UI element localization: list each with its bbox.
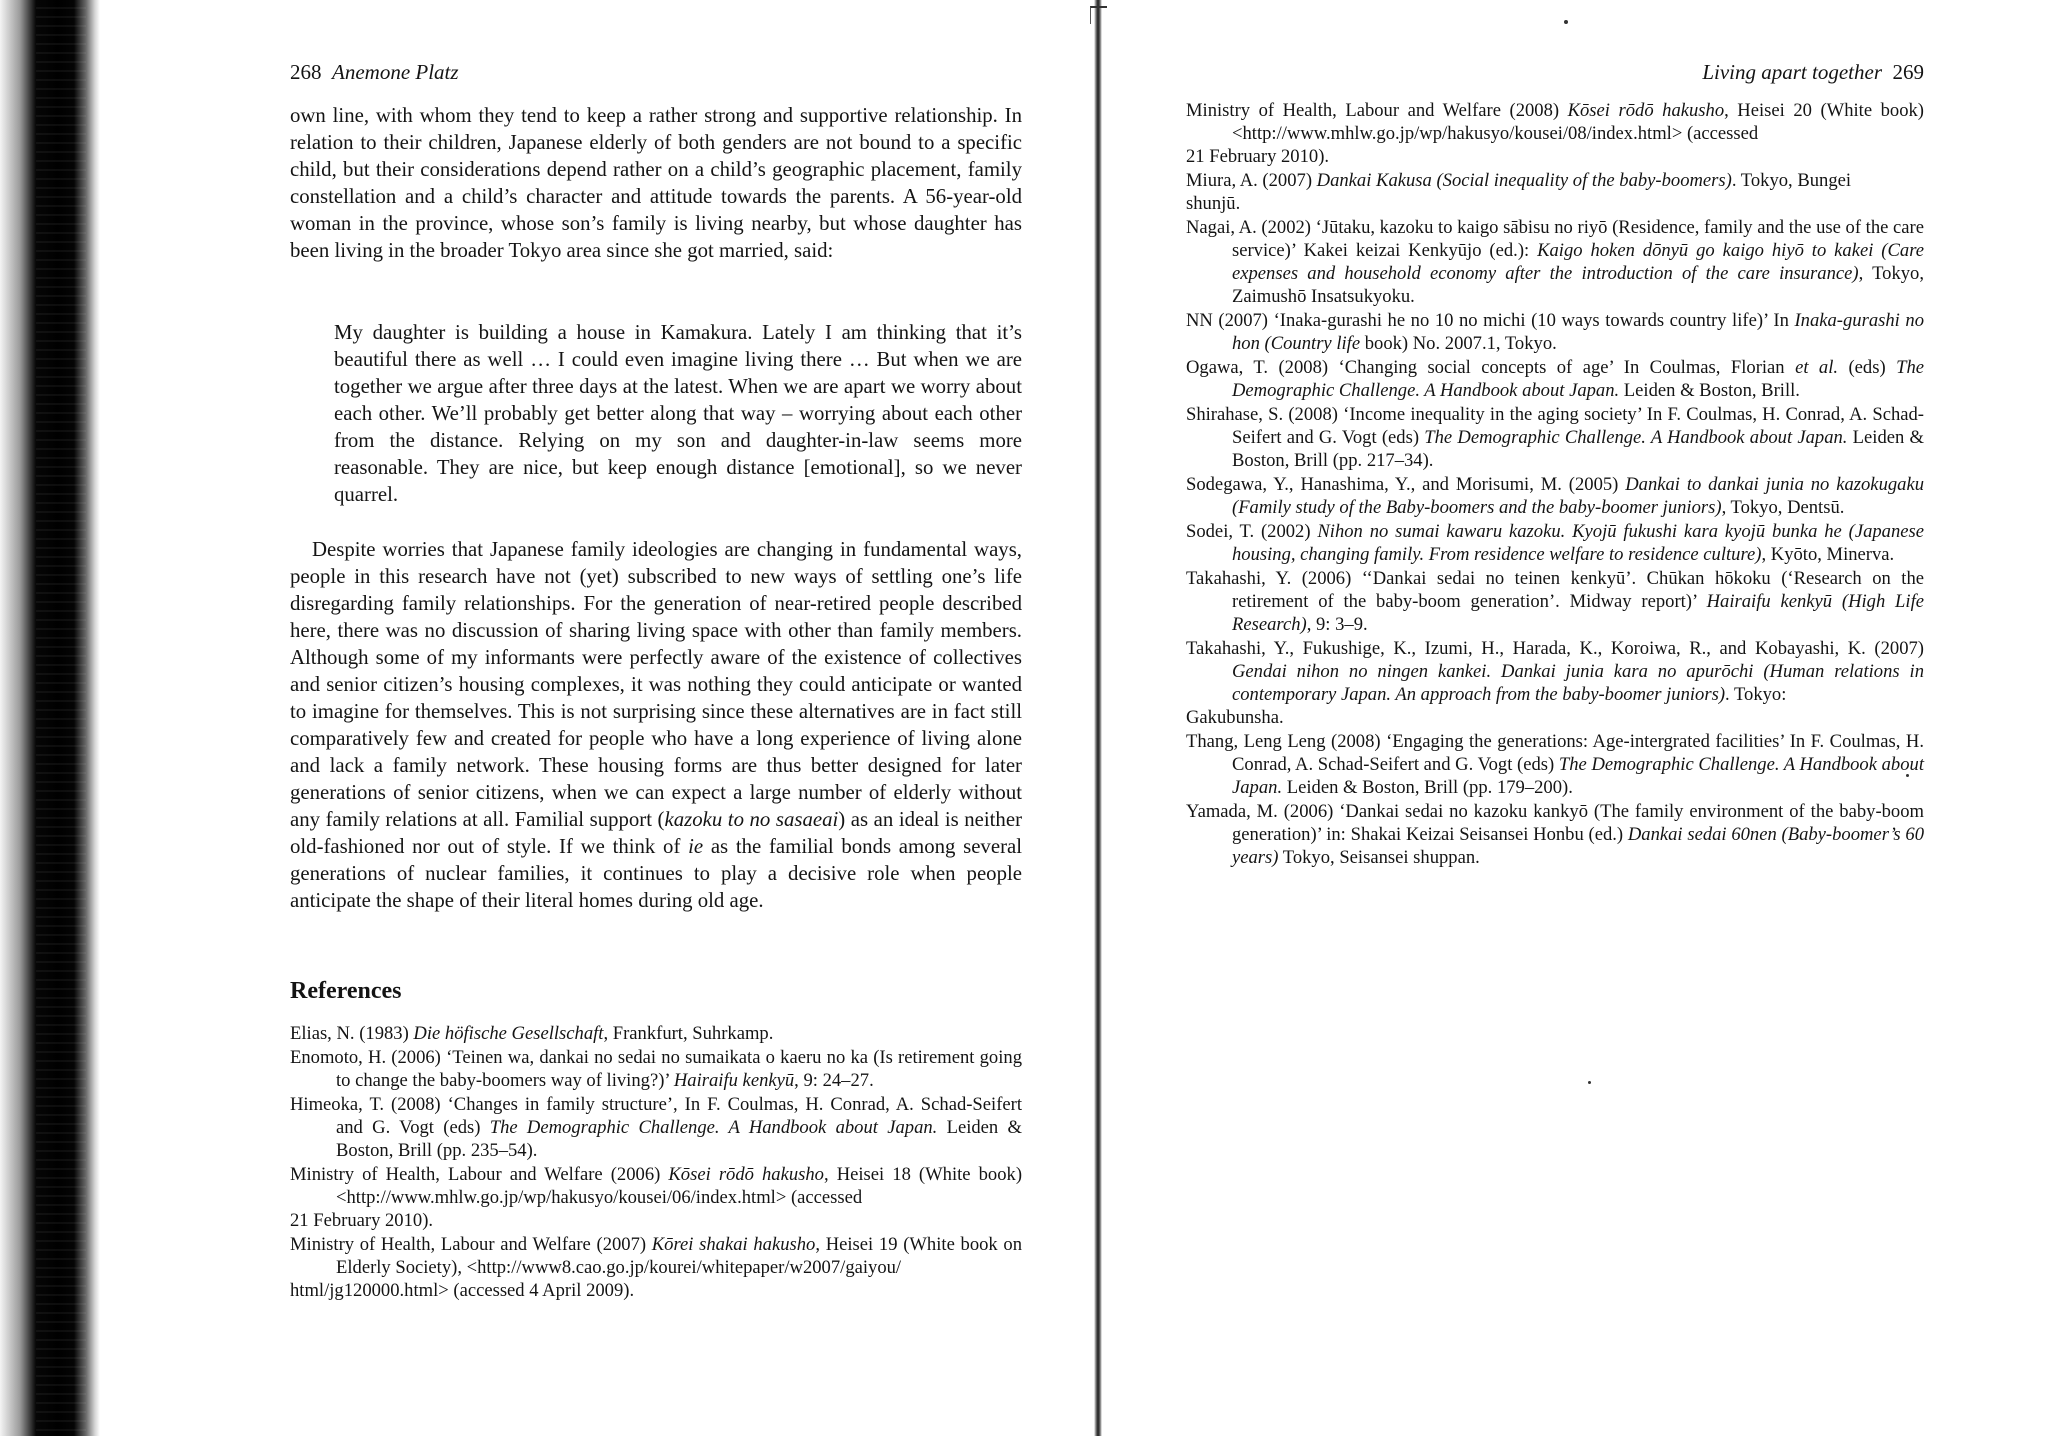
page-number: 269 (1892, 60, 1924, 84)
reference-entry: Shirahase, S. (2008) ‘Income inequality in the aging society’ In F. Coulmas, H. Conrad, A. Schad-Seifert and G. Vogt (eds) The Demographic Challenge. A Handbook about Japan. Leiden & Boston, Brill (pp. 217–34). (1186, 404, 1924, 471)
page-gutter (1094, 0, 1102, 1436)
paragraph-text-part: ) as an ideal is neither old-fashioned nor out of style. If we think of (290, 808, 1022, 858)
reference-entry: Nagai, A. (2002) ‘Jūtaku, kazoku to kaigo sābisu no riyō (Residence, family and the use of the care service)’ Kakei keizai Kenkyūjo (ed.): Kaigo hoken dōnyū go kaigo hiyō to kakei (Care expenses and household economy after the introduction of the care insurance), Tokyo, Zaimushō Insatsukyoku. (1186, 217, 1924, 307)
japanese-term: ie (688, 835, 704, 858)
reference-entry: Himeoka, T. (2008) ‘Changes in family structure’, In F. Coulmas, H. Conrad, A. Schad-Seifert and G. Vogt (eds) The Demographic Challenge. A Handbook about Japan. Leiden & Boston, Brill (pp. 235–54). (290, 1094, 1022, 1161)
body-paragraph (290, 536, 1022, 914)
reference-entry: Takahashi, Y. (2006) ‘‘Dankai sedai no teinen kenkyū’. Chūkan hōkoku (‘Research on the retirement of the baby-boom generation’. Midway report)’ Hairaifu kenkyū (High Life Research), 9: 3–9. (1186, 568, 1924, 635)
reference-entry: Ogawa, T. (2008) ‘Changing social concepts of age’ In Coulmas, Florian et al. (eds) The Demographic Challenge. A Handbook about Japan. Leiden & Boston, Brill. (1186, 357, 1924, 401)
page-number: 268 (290, 60, 322, 84)
reference-entry: Ministry of Health, Labour and Welfare (2008) Kōsei rōdō hakusho, Heisei 20 (White book) <http://www.mhlw.go.jp/wp/hakusyo/kousei/08/index.html> (accessed 21 February 2010). (1186, 100, 1924, 167)
reference-entry: Sodei, T. (2002) Nihon no sumai kawaru kazoku. Kyojū fukushi kara kyojū bunka he (Japanese housing, changing family. From residence welfare to residence culture), Kyōto, Minerva. (1186, 521, 1924, 565)
reference-entry: Ministry of Health, Labour and Welfare (2007) Kōrei shakai hakusho, Heisei 19 (White book on Elderly Society), <http://www8.cao.go.jp/kourei/whitepaper/w2007/gaiyou/ html/jg120000.html> (accessed 4 April 2009). (290, 1234, 1022, 1301)
gutter-crop-mark (1090, 6, 1107, 24)
scan-speck (1564, 20, 1568, 24)
running-head-right (1702, 60, 1924, 85)
reference-list (1186, 99, 1924, 870)
running-head-left (290, 60, 459, 85)
reference-entry: Ministry of Health, Labour and Welfare (2006) Kōsei rōdō hakusho, Heisei 18 (White book) <http://www.mhlw.go.jp/wp/hakusyo/kousei/06/index.html> (accessed 21 February 2010). (290, 1164, 1023, 1231)
japanese-term: kazoku to no sasaeai (664, 808, 839, 831)
reference-entry: Thang, Leng Leng (2008) ‘Engaging the generations: Age-intergrated facilities’ In F. Coulmas, H. Conrad, A. Schad-Seifert and G. Vogt (eds) The Demographic Challenge. A Handbook about Japan. Leiden & Boston, Brill (pp. 179–200). (1186, 731, 1924, 798)
running-head-title: Anemone Platz (332, 60, 459, 84)
book-spine-shadow (0, 0, 100, 1436)
paragraph-text-part: as the familial bonds among several generations of nuclear families, it continues to play a decisive role when people anticipate the shape of their literal homes during old age. (290, 835, 1023, 912)
reference-entry: Takahashi, Y., Fukushige, K., Izumi, H., Harada, K., Koroiwa, R., and Kobayashi, K. (2007) Gendai nihon no ningen kankei. Dankai junia kara no apurōchi (Human relations in contemporary Japan. An approach from the baby-boomer juniors). Tokyo: Gakubunsha. (1186, 638, 1924, 728)
reference-entry: Enomoto, H. (2006) ‘Teinen wa, dankai no sedai no sumaikata o kaeru no ka (Is retirement going to change the baby-boomers way of living?)’ Hairaifu kenkyū, 9: 24–27. (290, 1047, 1022, 1091)
reference-entry: Elias, N. (1983) Die höfische Gesellschaft, Frankfurt, Suhrkamp. (290, 1023, 774, 1044)
paragraph-text-part: Despite worries that Japanese family ideologies are changing in fundamental ways, people in this research have not (yet) subscribed to new ways of settling one’s life disregarding family relationships. For the generation of near-retired people described here, there was no discussion of sharing living space with other than family members. Although some of my informants were perfectly aware of the existence of collectives and senior citizen’s housing complexes, it was nothing they could anticipate or wanted to imagine for themselves. This is not surprising since these alternatives are in fact still comparatively few and created for people who have a long experience of living alone and lack a family network. These housing forms are thus better designed for later generations of senior citizens, when we can expect a large number of elderly without any family relations at all. Familial support ( (290, 538, 1022, 831)
reference-entry: Sodegawa, Y., Hanashima, Y., and Morisumi, M. (2005) Dankai to dankai junia no kazokugaku (Family study of the Baby-boomers and the baby-boomer juniors), Tokyo, Dentsū. (1186, 474, 1925, 518)
references-heading: References (290, 978, 402, 1004)
body-paragraph (290, 102, 1022, 264)
paragraph-text (290, 536, 1022, 914)
running-head-title: Living apart together (1702, 60, 1882, 84)
block-quote (334, 319, 1022, 508)
scan-speck (1588, 1081, 1591, 1084)
reference-list (290, 1022, 1022, 1303)
reference-entry: NN (2007) ‘Inaka-gurashi he no 10 no michi (10 ways towards country life)’ In Inaka-gurashi no hon (Country life book) No. 2007.1, Tokyo. (1186, 310, 1924, 354)
reference-entry: Miura, A. (2007) Dankai Kakusa (Social inequality of the baby-boomers). Tokyo, Bungei shunjū. (1186, 170, 1852, 214)
paragraph-text: own line, with whom they tend to keep a rather strong and supportive relationship. In relation to their children, Japanese elderly of both genders are not bound to a specific child, but their considerations depend rather on a child’s geographic placement, family constellation and a child’s character and attitude towards the parents. A 56-year-old woman in the province, whose son’s family is living nearby, but whose daughter has been living in the broader Tokyo area since she got married, said: (290, 104, 1022, 262)
reference-entry: Yamada, M. (2006) ‘Dankai sedai no kazoku kankyō (The family environment of the baby-boom generation)’ in: Shakai Keizai Seisansei Honbu (ed.) Dankai sedai 60nen (Baby-boomer’s 60 years) Tokyo, Seisansei shuppan. (1186, 801, 1924, 868)
quote-text: My daughter is building a house in Kamakura. Lately I am thinking that it’s beautiful there as well … I could even imagine living there … But when we are together we argue after three days at the latest. When we are apart we worry about each other. We’ll probably get better along that way – worrying about each other from the distance. Relying on my son and daughter-in-law seems more reasonable. They are nice, but keep enough distance [emotional], so we never quarrel. (334, 321, 1022, 506)
